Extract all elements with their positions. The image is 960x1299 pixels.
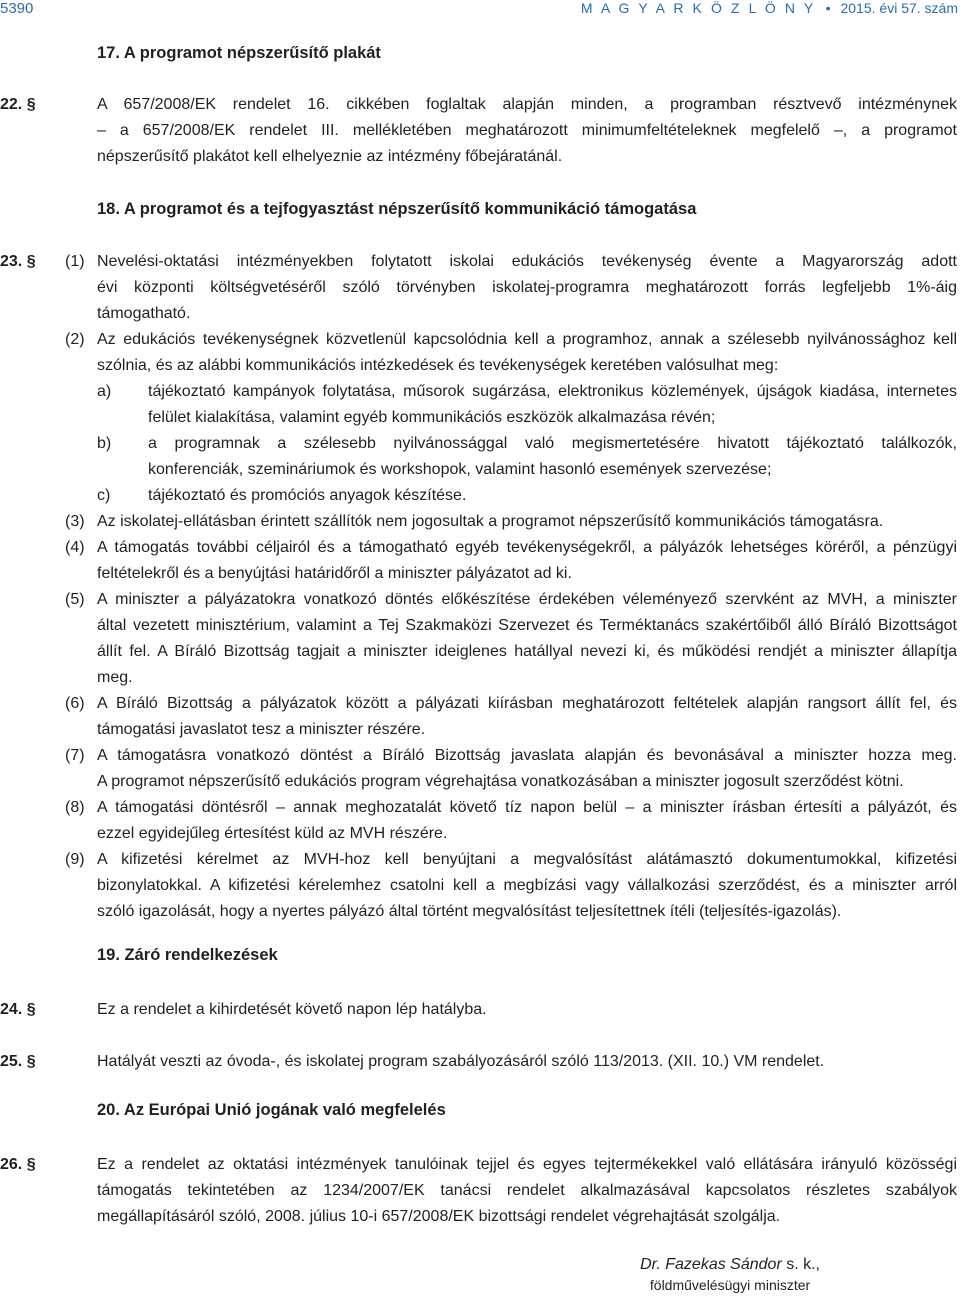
signatory-name-line [640, 1254, 820, 1276]
subsection-marker: (2) [65, 331, 85, 348]
separator-bullet: • [825, 0, 831, 16]
text-line: tájékoztató kampányok folytatása, műsorok sugárzása, elektronikus közlemények, újságok kiadása, internetes [148, 383, 957, 400]
subsection-marker: (9) [65, 851, 85, 868]
section-heading-19: 19. Záró rendelkezések [97, 946, 278, 964]
subsection-marker: (6) [65, 695, 85, 712]
text-line: A programot népszerűsítő edukációs program végrehajtása vonatkozásában a miniszter jogosult szerződést kötni. [97, 773, 904, 790]
text-line: ezzel egyidejűleg értesítést küld az MVH részére. [97, 825, 448, 842]
section-number: 22. § [0, 96, 36, 113]
text-line: szóló igazolását, hogy a nyertes pályázó által történt megvalósítást teljesítettnek ítéli (teljesítés-igazolás). [97, 903, 842, 920]
list-letter: b) [97, 435, 112, 452]
signature-block [640, 1254, 820, 1294]
text-line: – a 657/2008/EK rendelet III. mellékletében meghatározott minimumfeltételeknek megfelelő –, a programot [97, 122, 957, 139]
text-line: feltételekről és a benyújtási határidőről a miniszter pályázatot ad ki. [97, 565, 572, 582]
section-number: 24. § [0, 1001, 36, 1018]
section-heading-18: 18. A programot és a tejfogyasztást népszerűsítő kommunikáció támogatása [97, 200, 697, 218]
text-line: meg. [97, 669, 133, 686]
section-number: 23. § [0, 253, 36, 270]
text-line: szólnia, és az alábbi kommunikációs intézkedések és tevékenységek keretében valósulhat meg: [97, 357, 779, 374]
text-line: a programnak a szélesebb nyilvánossággal való megismertetésére hivatott tájékoztató találkozók, [148, 435, 957, 452]
list-letter: a) [97, 383, 112, 400]
text-line: A kifizetési kérelmet az MVH-hoz kell benyújtani a megvalósítást alátámasztó dokumentumokkal, kifizetési [97, 851, 957, 868]
section-heading-17: 17. A programot népszerűsítő plakát [97, 44, 381, 62]
text-line: Ez a rendelet az oktatási intézmények tanulóinak tejjel és egyes tejtermékekkel való ellátására irányuló közösségi [97, 1156, 957, 1173]
text-line: felület kialakítása, valamint egyéb kommunikációs eszközök alkalmazása révén; [148, 409, 716, 426]
subsection-marker: (3) [65, 513, 85, 530]
journal-issue [581, 0, 958, 16]
subsection-marker: (7) [65, 747, 85, 764]
text-line: Hatályát veszti az óvoda-, és iskolatej program szabályozásáról szóló 113/2013. (XII. 10.) VM rendelet. [97, 1053, 825, 1070]
text-line: Ez a rendelet a kihirdetését követő napon lép hatályba. [97, 1001, 487, 1018]
text-line: évi központi költségvetéséről szóló törvényben iskolatej-programra meghatározott forrás legfeljebb 1%-áig [97, 279, 957, 296]
text-line: A támogatásra vonatkozó döntést a Bíráló Bizottság javaslata alapján és bevonásával a miniszter hozza meg. [97, 747, 957, 764]
section-number: 25. § [0, 1053, 36, 1070]
text-line: A 657/2008/EK rendelet 16. cikkében foglaltak alapján minden, a programban résztvevő intézménynek [97, 96, 957, 113]
text-line: támogatható. [97, 305, 191, 322]
text-line: megállapításáról szóló, 2008. július 10-i 657/2008/EK bizottsági rendelet végrehajtását szolgálja. [97, 1208, 781, 1225]
text-line: konferenciák, szemináriumok és workshopok, valamint hasonló események szervezése; [148, 461, 772, 478]
signature-suffix: s. k., [781, 1256, 820, 1273]
subsection-marker: (4) [65, 539, 85, 556]
text-line: Az edukációs tevékenységnek közvetlenül kapcsolódnia kell a programhoz, annak a szélesebb nyilvánossághoz kell [97, 331, 957, 348]
text-line: A Bíráló Bizottság a pályázatok között a pályázati kiírásban meghatározott feltételek alapján rangsort állít fel, és [97, 695, 957, 712]
subsection-marker: (5) [65, 591, 85, 608]
section-heading-20: 20. Az Európai Unió jogának való megfelelés [97, 1101, 446, 1119]
text-line: tájékoztató és promóciós anyagok készítése. [148, 487, 467, 504]
text-line: Nevelési-oktatási intézményekben folytatott iskolai edukációs tevékenység évente a Magyarország adott [97, 253, 957, 270]
text-line: népszerűsítő plakátot kell elhelyeznie az intézmény főbejáratánál. [97, 148, 563, 165]
signatory-title: földművelésügyi miniszter [649, 1277, 811, 1293]
signatory-name: Dr. Fazekas Sándor [640, 1256, 782, 1273]
subsection-marker: (1) [65, 253, 85, 270]
page-header [0, 0, 960, 26]
text-line: támogatási javaslatot tesz a miniszter részére. [97, 721, 426, 738]
issue-label: 2015. évi 57. szám [840, 0, 958, 16]
text-line: által vezetett minisztérium, valamint a Tej Szakmaközi Szervezet és Terméktanács szakértőiből álló Bíráló Bizottságot [97, 617, 957, 634]
subsection-marker: (8) [65, 799, 85, 816]
journal-name: M A G Y A R K Ö Z L Ö N Y [580, 0, 816, 16]
text-line: támogatás tekintetében az 1234/2007/EK tanácsi rendelet alkalmazásával kapcsolatos részletes szabályok [97, 1182, 957, 1199]
section-number: 26. § [0, 1156, 36, 1173]
list-letter: c) [97, 487, 111, 504]
text-line: A miniszter a pályázatokra vonatkozó döntés előkészítése érdekében véleményező szervként az MVH, a miniszter [97, 591, 957, 608]
text-line: bizonylatokkal. A kifizetési kérelemhez csatolni kell a megbízási vagy vállalkozási szerződést, és a miniszter arról [97, 877, 957, 894]
text-line: A támogatási döntésről – annak meghozatalát követő tíz napon belül – a miniszter írásban értesíti a pályázót, és [97, 799, 957, 816]
text-line: A támogatás további céljairól és a támogatható egyéb tevékenységekről, a pályázók lehetséges köréről, a pénzügyi [97, 539, 957, 556]
text-line: állít fel. A Bíráló Bizottság tagjait a miniszter ideiglenes hatállyal nevezi ki, és működési rendjét a miniszter állapítja [97, 643, 957, 660]
text-line: Az iskolatej-ellátásban érintett szállítók nem jogosultak a programot népszerűsítő kommunikációs támogatásra. [97, 513, 884, 530]
page-number: 5390 [0, 0, 34, 17]
